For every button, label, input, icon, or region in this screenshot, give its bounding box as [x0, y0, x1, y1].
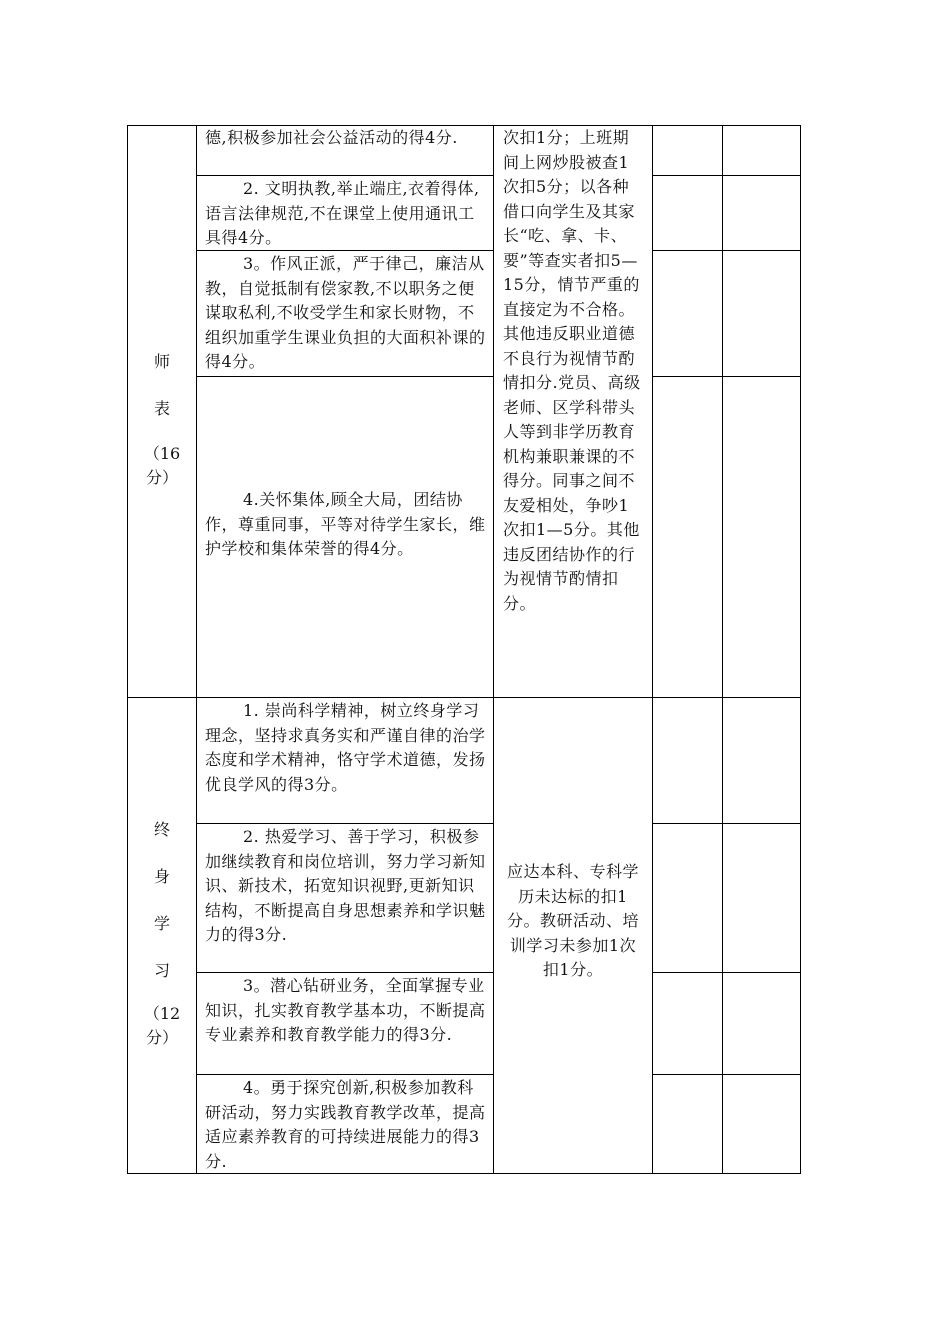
criteria-item: 3。潜心钻研业务，全面掌握专业知识，扎实教育教学基本功，不断提高专业素养和教育教学能力的得3分. [205, 976, 486, 1044]
category-score: （16分） [143, 444, 181, 487]
category-score: （12分） [143, 1004, 181, 1047]
criteria-item: 2. 文明执教,举止端庄,衣着得体,语言法律规范,不在课堂上使用通讯工具得4分。 [205, 179, 480, 247]
deduction-rules: 次扣1分；上班期间上网炒股被查1次扣5分；以各种借口向学生及其家长“吃、拿、卡、要”等查实者扣5—15分，情节严重的直接定为不合格。其他违反职业道德不良行为视情节酌情扣分.党员、高级老师、区学科带头人等到非学历教育机构兼职兼课的不得分。同事之间不友爱相处，争吵1次扣1—5分。其他违反团结协作的行为视情节酌情扣分。 [503, 128, 641, 613]
row-divider [652, 972, 801, 973]
criteria-item: 1. 崇尚科学精神，树立终身学习理念，坚持求真务实和严谨自律的治学态度和学术精神，恪守学术道德，发扬优良学风的得3分。 [205, 701, 486, 794]
category-char: 习 [153, 961, 170, 980]
category-char: 学 [153, 914, 170, 933]
category-char: 师 [153, 352, 170, 371]
row-divider [196, 823, 493, 824]
deduction-rules: 应达本科、专科学历未达标的扣1分。教研活动、培训学习未参加1次扣1分。 [506, 862, 639, 979]
column-divider [722, 125, 723, 1174]
criteria-item: 德,积极参加社会公益活动的得4分. [205, 128, 458, 147]
column-divider [196, 125, 197, 1174]
column-divider [493, 125, 494, 1174]
section-divider [127, 697, 801, 698]
row-divider [652, 823, 801, 824]
row-divider [652, 1074, 801, 1075]
row-divider [652, 175, 801, 176]
criteria-item: 2. 热爱学习、善于学习，积极参加继续教育和岗位培训，努力学习新知识、新技术，拓宽知识视野,更新知识结构，不断提高自身思想素养和学识魅力的得3分. [205, 827, 486, 944]
category-char: 终 [153, 820, 170, 839]
criteria-item: 3。作风正派，严于律己，廉洁从教，自觉抵制有偿家教,不以职务之便谋取私利,不收受学生和家长财物，不组织加重学生课业负担的大面积补课的得4分。 [205, 254, 486, 371]
category-char: 表 [153, 399, 170, 418]
row-divider [652, 250, 801, 251]
column-divider [652, 125, 653, 1174]
criteria-item: 4。勇于探究创新,积极参加教科研活动，努力实践教育教学改革，提高适应素养教育的可持续进展能力的得3分. [205, 1078, 486, 1171]
table-border-right [800, 125, 801, 1174]
category-label-shibiao [128, 338, 196, 490]
row-divider [652, 376, 801, 377]
criteria-item: 4.关怀集体,顾全大局，团结协作，尊重同事，平等对待学生家长，维护学校和集体荣誉的得4分。 [205, 490, 486, 558]
category-label-zhongshenxuexi [128, 806, 196, 1050]
row-divider [196, 972, 493, 973]
category-char: 身 [153, 867, 170, 886]
row-divider [196, 376, 493, 377]
row-divider [196, 175, 493, 176]
row-divider [196, 1074, 493, 1075]
